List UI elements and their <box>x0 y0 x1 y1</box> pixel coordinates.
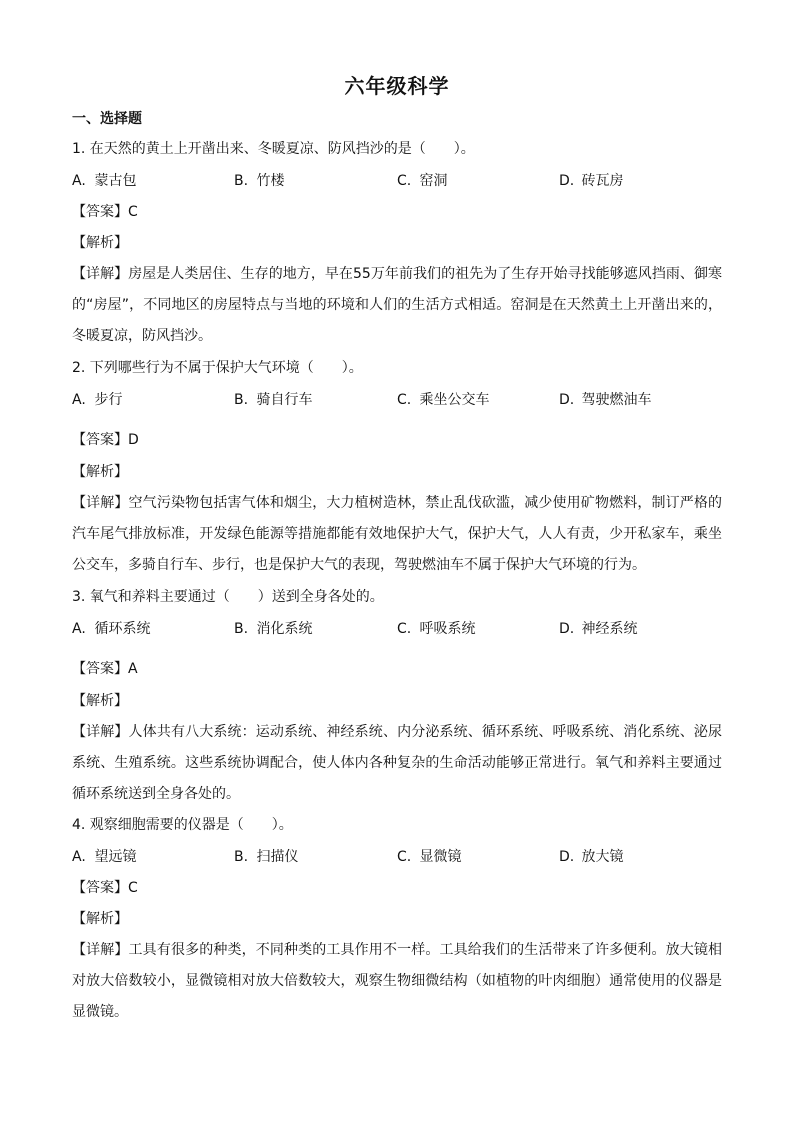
question-4-option-c: C. 显微镜 <box>397 849 462 865</box>
question-1-option-d: D. 砖瓦房 <box>559 173 624 189</box>
question-2-analysis-label: 【解析】 <box>72 464 128 480</box>
question-4-detail: 【详解】工具有很多的种类，不同种类的工具作用不一样。工具给我们的生活带来了许多便利。放大镜相对放大倍数较小，显微镜相对放大倍数较大，观察生物细微结构（如植物的叶肉细胞）通常使用的仪器是显微镜。 <box>72 942 723 1020</box>
question-1-option-b: B. 竹楼 <box>234 173 285 189</box>
question-3-detail: 【详解】人体共有八大系统：运动系统、神经系统、内分泌系统、循环系统、呼吸系统、消化系统、泌尿系统、生殖系统。这些系统协调配合，使人体内各种复杂的生命活动能够正常进行。氧气和养料主要通过循环系统送到全身各处的。 <box>72 724 723 802</box>
question-1-analysis-label: 【解析】 <box>72 235 128 251</box>
question-3-stem: 3. 氧气和养料主要通过（ ）送到全身各处的。 <box>72 589 384 605</box>
question-1-detail: 【详解】房屋是人类居住、生存的地方，早在55万年前我们的祖先为了生存开始寻找能够遮风挡雨、御寒的“房屋”，不同地区的房屋特点与当地的环境和人们的生活方式相适。窑洞是在天然黄土上开凿出来的，冬暖夏凉，防风挡沙。 <box>72 266 723 344</box>
question-1-option-a: A. 蒙古包 <box>72 173 137 189</box>
question-4-analysis-label: 【解析】 <box>72 911 128 927</box>
question-2-answer: 【答案】D <box>72 432 139 448</box>
question-3-analysis-label: 【解析】 <box>72 693 128 709</box>
question-4-option-b: B. 扫描仪 <box>234 849 299 865</box>
question-2-stem: 2. 下列哪些行为不属于保护大气环境（ ）。 <box>72 360 363 376</box>
question-2-detail: 【详解】空气污染物包括害气体和烟尘，大力植树造林，禁止乱伐砍滥，减少使用矿物燃料，制订严格的汽车尾气排放标准，开发绿色能源等措施都能有效地保护大气，保护大气，人人有责，少开私家车，乘坐公交车，多骑自行车、步行，也是保护大气的表现，驾驶燃油车不属于保护大气环境的行为。 <box>72 495 723 573</box>
question-2-option-c: C. 乘坐公交车 <box>397 392 490 408</box>
question-3-option-a: A. 循环系统 <box>72 621 151 637</box>
question-2-option-b: B. 骑自行车 <box>234 392 313 408</box>
question-2-option-a: A. 步行 <box>72 392 123 408</box>
question-3-option-d: D. 神经系统 <box>559 621 638 637</box>
question-1-stem: 1. 在天然的黄土上开凿出来、冬暖夏凉、防风挡沙的是（ ）。 <box>72 141 475 157</box>
section-heading: 一、选择题 <box>72 111 142 127</box>
question-4-answer: 【答案】C <box>72 880 138 896</box>
page-title: 六年级科学 <box>344 74 450 98</box>
question-1-option-c: C. 窑洞 <box>397 173 448 189</box>
question-4-option-d: D. 放大镜 <box>559 849 624 865</box>
question-3-answer: 【答案】A <box>72 661 138 677</box>
question-3-option-c: C. 呼吸系统 <box>397 621 476 637</box>
question-2-option-d: D. 驾驶燃油车 <box>559 392 652 408</box>
question-4-option-a: A. 望远镜 <box>72 849 137 865</box>
question-4-stem: 4. 观察细胞需要的仪器是（ ）。 <box>72 817 293 833</box>
question-1-answer: 【答案】C <box>72 204 138 220</box>
question-3-option-b: B. 消化系统 <box>234 621 313 637</box>
